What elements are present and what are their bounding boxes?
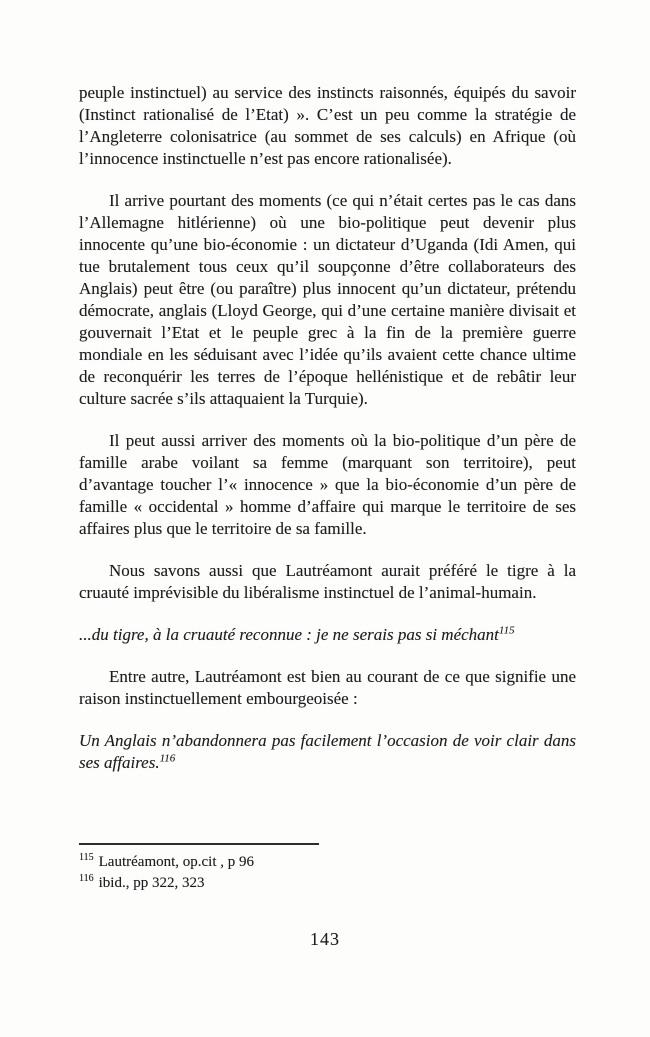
footnote-divider: [79, 843, 319, 845]
footnote-ref: 116: [159, 752, 176, 765]
footnote-marker: 115: [79, 852, 94, 863]
paragraph: Entre autre, Lautréamont est bien au courant de ce que signifie une raison instinctuellement embourgeoisée :: [79, 667, 576, 708]
footnote: [79, 873, 576, 894]
footnote-ref: 115: [498, 624, 515, 637]
footnote: [79, 852, 576, 873]
footnotes-section: [79, 843, 576, 894]
page-number: 143: [310, 929, 340, 949]
quotation: [79, 624, 576, 646]
paragraph: Nous savons aussi que Lautréamont aurait préféré le tigre à la cruauté imprévisible du libéralisme instinctuel de l’animal-humain.: [79, 561, 576, 602]
quotation-text: Un Anglais n’abandonnera pas facilement l’occasion de voir clair dans ses affaires.: [79, 731, 576, 772]
paragraph: Il arrive pourtant des moments (ce qui n’était certes pas le cas dans l’Allemagne hitlérienne) où une bio-politique peut devenir plus innocente qu’une bio-économie : un dictateur d’Uganda (Idi Amen, qui tue brutalement tous ceux qu’il soupçonne d’être collaborateurs des Anglais) peut être (ou paraître) plus innocent qu’un dictateur, prétendu démocrate, anglais (Lloyd George, qui d’une certaine manière divisait et gouvernait l’Etat et le peuple grec à la fin de la première guerre mondiale en les séduisant avec l’idée qu’ils avaient cette chance ultime de reconquérir les terres de l’époque hellénistique et de rebâtir leur culture sacrée s’ils attaquaient la Turquie).: [79, 191, 576, 408]
paragraph: Il peut aussi arriver des moments où la bio-politique d’un père de famille arabe voilant sa femme (marquant son territoire), peut d’avantage toucher l’« innocence » que la bio-économie d’un père de famille « occidental » homme d’affaire qui marque le territoire de ses affaires plus que le territoire de sa famille.: [79, 431, 576, 538]
footnote-text: Lautréamont, op.cit , p 96: [98, 854, 255, 870]
paragraph-continued: peuple instinctuel) au service des instincts raisonnés, équipés du savoir (Instinct rationalisé de l’Etat) ». C’est un peu comme la stratégie de l’Angleterre colonisatrice (au sommet de ses calculs) en Afrique (où l’innocence instinctuelle n’est pas encore rationalisée).: [79, 83, 576, 168]
quotation-text: ...du tigre, à la cruauté reconnue : je ne serais pas si méchant: [79, 625, 499, 644]
footnote-text: ibid., pp 322, 323: [98, 875, 205, 891]
quotation: [79, 730, 576, 774]
page-body: [79, 82, 576, 794]
footnote-marker: 116: [79, 873, 94, 884]
